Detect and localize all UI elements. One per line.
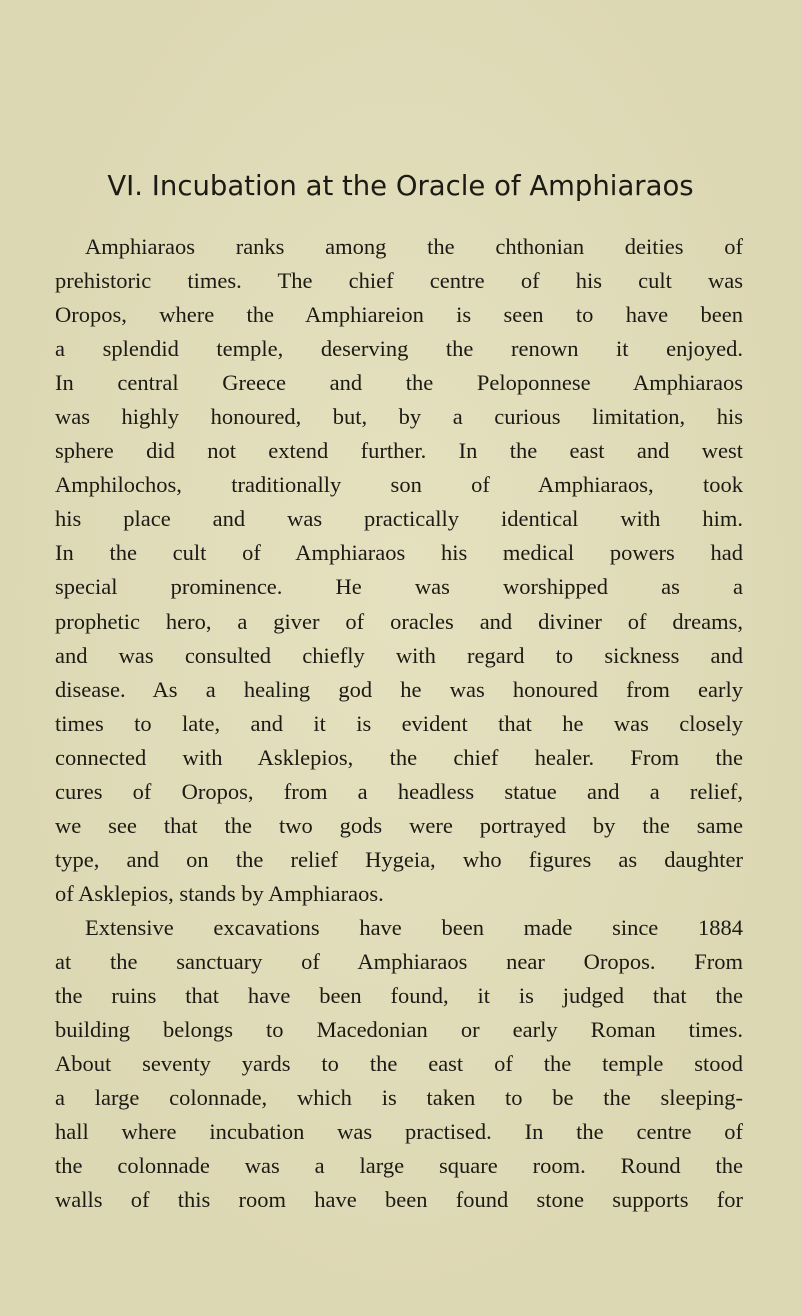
text-line: connected with Asklepios, the chief healer. From the (55, 744, 743, 770)
text-line: the colonnade was a large square room. Round the (55, 1153, 743, 1179)
text-line: walls of this room have been found stone supports for (55, 1187, 743, 1213)
text-line: was highly honoured, but, by a curious limitation, his (55, 404, 743, 430)
text-line: times to late, and it is evident that he was closely (55, 710, 743, 736)
text-line: Amphilochos, traditionally son of Amphiaraos, took (55, 472, 743, 498)
text-line: at the sanctuary of Amphiaraos near Oropos. From (55, 948, 743, 974)
text-line: About seventy yards to the east of the temple stood (55, 1051, 743, 1077)
text-line: In central Greece and the Peloponnese Amphiaraos (55, 370, 743, 396)
text-line: the ruins that have been found, it is judged that the (55, 983, 743, 1009)
text-line: type, and on the relief Hygeia, who figures as daughter (55, 846, 743, 872)
text-line: disease. As a healing god he was honoured from early (55, 676, 743, 702)
chapter-heading: VI. Incubation at the Oracle of Amphiaraos (107, 170, 694, 202)
text-line: special prominence. He was worshipped as a (55, 574, 743, 600)
text-line: cures of Oropos, from a headless statue and a relief, (55, 778, 743, 804)
text-line: sphere did not extend further. In the east and west (55, 438, 743, 464)
paragraph-1 (55, 230, 743, 911)
body-text (55, 230, 743, 1217)
text-line: Amphiaraos ranks among the chthonian deities of (85, 234, 743, 259)
text-line: prehistoric times. The chief centre of his cult was (55, 268, 743, 294)
text-line: prophetic hero, a giver of oracles and diviner of dreams, (55, 608, 743, 634)
text-line: his place and was practically identical with him. (55, 506, 743, 532)
text-line: hall where incubation was practised. In the centre of (55, 1119, 743, 1145)
text-line: In the cult of Amphiaraos his medical powers had (55, 540, 743, 566)
text-line: building belongs to Macedonian or early Roman times. (55, 1017, 743, 1043)
text-line: a splendid temple, deserving the renown it enjoyed. (55, 336, 743, 362)
text-line: and was consulted chiefly with regard to sickness and (55, 642, 743, 668)
text-line: Extensive excavations have been made since 1884 (85, 914, 743, 940)
text-line: Oropos, where the Amphiareion is seen to have been (55, 302, 743, 328)
text-line: a large colonnade, which is taken to be the sleeping- (55, 1085, 743, 1111)
text-line: of Asklepios, stands by Amphiaraos. (55, 880, 384, 906)
paragraph-2 (55, 911, 743, 1217)
text-line: we see that the two gods were portrayed by the same (55, 812, 743, 838)
